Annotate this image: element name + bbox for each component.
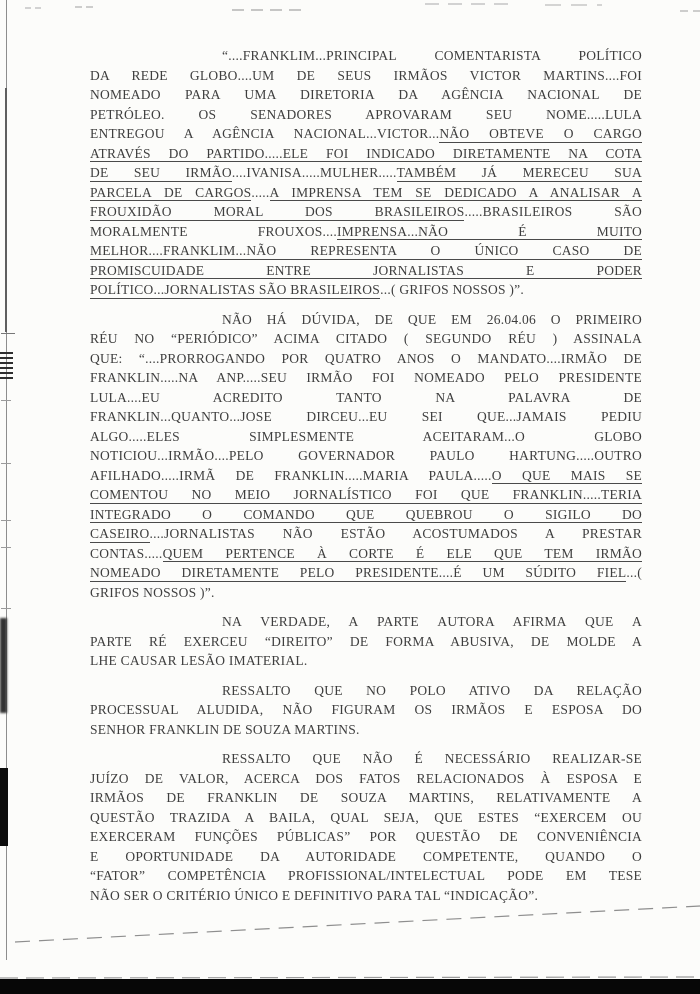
text-line [90, 563, 642, 583]
document-body [90, 46, 642, 915]
scan-edge-tick [1, 463, 11, 464]
text-line [90, 720, 642, 740]
text-line [90, 66, 642, 86]
text-line [90, 749, 642, 769]
text-segment: NOMEADO PARA UMA DIRETORIA DA AGÊNCIA NACIONAL DE [90, 87, 642, 102]
scan-left-edge-dark-segment [5, 88, 7, 332]
text-segment: ..... [251, 184, 270, 200]
scan-binding-hatch-mark [0, 352, 13, 379]
underlined-text-segment: PROMISCUIDADE ENTRE JORNALISTAS E PODER [90, 262, 642, 278]
text-segment: NÃO SER O CRITÉRIO ÚNICO E DEFINITIVO PARA TAL “INDICAÇÃO”. [90, 887, 539, 903]
text-segment: QUESTÃO TRAZIDA A BAILA, QUAL SEJA, QUE ESTES “EXERCEM OU [90, 809, 642, 825]
text-line [90, 241, 642, 261]
text-segment: EXERCERAM FUNÇÕES PÚBLICAS” POR QUESTÃO DE CONVENIÊNCIA [90, 829, 642, 844]
text-line [90, 524, 642, 544]
text-line [90, 769, 642, 789]
text-line [90, 310, 642, 330]
scan-edge-black-mark [0, 768, 8, 846]
text-line [90, 261, 642, 281]
underlined-text-segment: A IMPRENSA TEM SE DEDICADO A ANALISAR A [269, 184, 642, 200]
underlined-text-segment: FROUXIDÃO MORAL DOS BRASILEIROS [90, 204, 465, 219]
text-line [90, 183, 642, 203]
text-segment: PROCESSUAL ALUDIDA, NÃO FIGURAM OS IRMÃOS E ESPOSA DO [90, 702, 642, 717]
text-line [90, 124, 642, 144]
underlined-text-segment: POLÍTICO...JORNALISTAS SÃO BRASILEIROS [90, 282, 381, 297]
text-segment: ...( [626, 565, 642, 580]
text-line [90, 202, 642, 222]
underlined-text-segment: COMENTOU NO MEIO JORNALÍSTICO FOI QUE FRANKLIN.....TERIA [90, 487, 642, 502]
text-line [90, 866, 642, 886]
text-line [90, 886, 642, 906]
underlined-text-segment: QUEM PERTENCE À CORTE É ELE QUE TEM IRMÃO [162, 545, 642, 561]
text-line [90, 681, 642, 701]
text-segment: QUE: “....PRORROGANDO POR QUATRO ANOS O MANDATO....IRMÃO DE [90, 350, 642, 366]
text-segment: NA VERDADE, A PARTE AUTORA AFIRMA QUE A [222, 614, 642, 629]
text-line [90, 632, 642, 652]
text-line [90, 847, 642, 867]
underlined-text-segment: TAMBÉM JÁ MERECEU SUA [396, 165, 642, 180]
text-segment: JUÍZO DE VALOR, ACERCA DOS FATOS RELACIONADOS À ESPOSA E [90, 770, 642, 786]
text-segment: FRANKLIN.....NA ANP.....SEU IRMÃO FOI NOMEADO PELO PRESIDENTE [90, 370, 642, 385]
text-line [90, 700, 642, 720]
text-segment: IRMÃOS DE FRANKLIN DE SOUZA MARTINS, RELATIVAMENTE A [90, 790, 642, 805]
text-segment: CONTAS..... [90, 545, 163, 561]
underlined-text-segment: INTEGRADO O COMANDO QUE QUEBROU O SIGILO DO [90, 506, 642, 522]
text-line [90, 407, 642, 427]
text-line [90, 427, 642, 447]
text-segment: ....JORNALISTAS NÃO ESTÃO ACOSTUMADOS A PRESTAR [149, 526, 642, 541]
text-line [90, 46, 642, 66]
text-line [90, 827, 642, 847]
text-segment: ....IVANISA.....MULHER..... [231, 165, 397, 180]
underlined-text-segment: PARCELA DE CARGOS [90, 184, 252, 200]
text-line [90, 544, 642, 564]
text-line [90, 485, 642, 505]
paragraph-1 [90, 46, 642, 300]
underlined-text-segment: NOMEADO DIRETAMENTE PELO PRESIDENTE....É UM SÚDITO FIEL [90, 565, 627, 580]
text-segment: E OPORTUNIDADE DA AUTORIDADE COMPETENTE, QUANDO O [90, 848, 642, 864]
text-segment: DA REDE GLOBO....UM DE SEUS IRMÃOS VICTOR MARTINS....FOI [90, 67, 642, 83]
text-line [90, 85, 642, 105]
scan-edge-tick [1, 608, 11, 609]
text-segment: ...( GRIFOS NOSSOS )”. [380, 282, 524, 297]
text-line [90, 280, 642, 300]
scan-edge-tick [1, 520, 11, 521]
paragraph-4 [90, 681, 642, 740]
text-line [90, 466, 642, 486]
text-segment: PARTE RÉ EXERCEU “DIREITO” DE FORMA ABUSIVA, DE MOLDE A [90, 633, 642, 649]
text-line [90, 222, 642, 242]
scan-bottom-black-bar [0, 979, 700, 994]
scan-edge-blotch [0, 618, 7, 713]
text-segment: .....BRASILEIROS SÃO [464, 204, 642, 219]
text-segment: LHE CAUSAR LESÃO IMATERIAL. [90, 653, 308, 668]
text-segment: RESSALTO QUE NÃO É NECESSÁRIO REALIZAR-SE [222, 751, 642, 766]
text-line [90, 505, 642, 525]
text-line [90, 788, 642, 808]
text-line [90, 329, 642, 349]
text-line [90, 808, 642, 828]
text-line [90, 368, 642, 388]
text-line [90, 612, 642, 632]
text-line [90, 651, 642, 671]
text-line [90, 105, 642, 125]
text-line [90, 144, 642, 164]
text-segment: FRANKLIN...QUANTO...JOSE DIRCEU...EU SEI QUE...JAMAIS PEDIU [90, 409, 642, 424]
text-segment: MORALMENTE FROUXOS.... [90, 223, 338, 239]
text-segment: NOTICIOU...IRMÃO....PELO GOVERNADOR PAULO HARTUNG.....OUTRO [90, 448, 642, 463]
text-segment: LULA....EU ACREDITO TANTO NA PALAVRA DE [90, 389, 642, 405]
underlined-text-segment: O QUE MAIS SE [491, 467, 642, 483]
underlined-text-segment: DE SEU IRMÃO [90, 165, 232, 180]
scan-edge-tick [1, 547, 11, 548]
text-line [90, 583, 642, 603]
text-segment: GRIFOS NOSSOS )”. [90, 584, 215, 600]
scan-edge-tick [1, 333, 15, 334]
text-line [90, 446, 642, 466]
text-line [90, 388, 642, 408]
text-line [90, 163, 642, 183]
underlined-text-segment: NÃO OBTEVE O CARGO [439, 126, 642, 141]
text-segment: RÉU NO “PERIÓDICO” ACIMA CITADO ( SEGUNDO RÉU ) ASSINALA [90, 331, 642, 346]
text-segment: PETRÓLEO. OS SENADORES APROVARAM SEU NOME.....LULA [90, 106, 642, 122]
text-line [90, 349, 642, 369]
text-segment: “FATOR” COMPETÊNCIA PROFISSIONAL/INTELECTUAL PODE EM TESE [90, 868, 642, 883]
paragraph-5 [90, 749, 642, 905]
underlined-text-segment: ATRAVÉS DO PARTIDO.....ELE FOI INDICADO DIRETAMENTE NA COTA [90, 145, 642, 161]
paragraph-2 [90, 310, 642, 603]
text-segment: SENHOR FRANKLIN DE SOUZA MARTINS. [90, 721, 360, 737]
text-segment: “....FRANKLIM...PRINCIPAL COMENTARISTA POLÍTICO [222, 48, 642, 63]
text-segment: AFILHADO.....IRMÃ DE FRANKLIN.....MARIA PAULA..... [90, 467, 492, 483]
text-segment: ALGO.....ELES SIMPLESMENTE ACEITARAM...O GLOBO [90, 428, 642, 444]
text-segment: ENTREGOU A AGÊNCIA NACIONAL...VICTOR... [90, 126, 440, 141]
text-segment: NÃO HÁ DÚVIDA, DE QUE EM 26.04.06 O PRIMEIRO [222, 311, 642, 327]
underlined-text-segment: IMPRENSA...NÃO É MUITO [337, 223, 642, 239]
scan-edge-tick [1, 400, 11, 401]
underlined-text-segment: CASEIRO [90, 526, 150, 541]
paragraph-3 [90, 612, 642, 671]
text-segment: RESSALTO QUE NO POLO ATIVO DA RELAÇÃO [222, 682, 642, 698]
underlined-text-segment: MELHOR....FRANKLIM...NÃO REPRESENTA O ÚNICO CASO DE [90, 243, 642, 258]
